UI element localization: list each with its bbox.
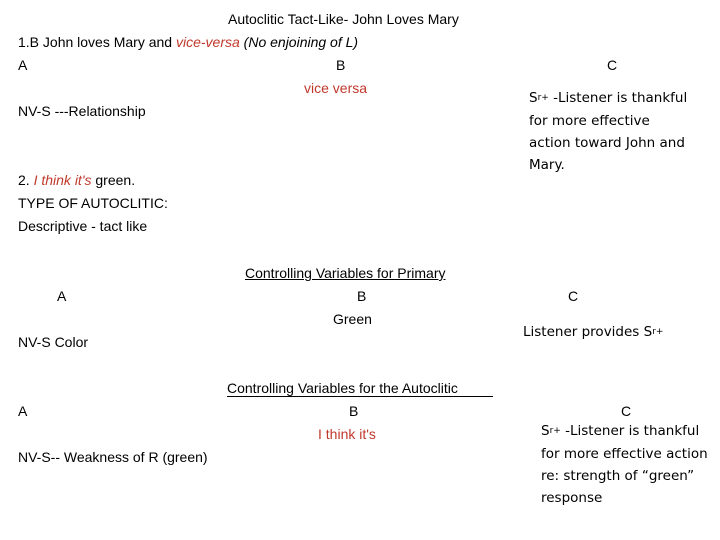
- primary-c-sup: r+: [652, 327, 664, 337]
- primary-col-b: B: [357, 288, 367, 304]
- primary-a-value: NV-S Color: [18, 334, 89, 350]
- autoclitic-c-sup: r+: [549, 426, 561, 436]
- primary-c-text: Listener provides S: [523, 324, 653, 340]
- section1-c-sr: S: [529, 90, 538, 106]
- autoclitic-heading-rule: [227, 396, 493, 397]
- section2-heading-prefix: 2.: [18, 172, 34, 188]
- slide-title: Autoclitic Tact-Like- John Loves Mary: [228, 11, 459, 27]
- primary-heading: Controlling Variables for Primary: [245, 265, 446, 281]
- section1-heading: [18, 34, 358, 51]
- autoclitic-b-value: I think it's: [318, 426, 376, 442]
- section1-heading-red: vice-versa: [175, 34, 240, 50]
- autoclitic-c-line-1: for more effective action: [541, 446, 708, 462]
- section1-c-line-3: Mary.: [529, 157, 565, 173]
- section1-c-sup: r+: [537, 93, 549, 103]
- autoclitic-c-sr: S: [541, 423, 550, 439]
- section1-c-line-2: action toward John and: [529, 135, 685, 151]
- section1-c-line-0: [529, 87, 687, 111]
- autoclitic-a-value: NV-S-- Weakness of R (green): [18, 449, 208, 465]
- section2-heading-suffix: green.: [91, 172, 136, 188]
- autoclitic-col-b: B: [349, 403, 359, 419]
- autoclitic-col-a: A: [18, 403, 28, 419]
- section2-type-value: Descriptive - tact like: [18, 218, 148, 234]
- section1-b-value: vice versa: [304, 80, 368, 96]
- section2-heading-red: I think it's: [33, 172, 92, 188]
- section1-col-a: A: [18, 57, 28, 73]
- autoclitic-col-c: C: [621, 403, 632, 419]
- section1-heading-prefix: 1.B John loves Mary and: [18, 34, 176, 50]
- section2-heading: [18, 172, 135, 189]
- section1-c-line-1: for more effective: [529, 113, 650, 129]
- primary-b-value: Green: [333, 311, 372, 327]
- section1-col-c: C: [607, 57, 618, 73]
- section1-heading-suffix: (No enjoining of L): [239, 34, 359, 50]
- autoclitic-c-line-2: re: strength of “green”: [541, 468, 695, 484]
- section1-c-text-0: -Listener is thankful: [553, 90, 688, 106]
- section1-col-b: B: [336, 57, 346, 73]
- autoclitic-c-line-3: response: [541, 490, 603, 506]
- autoclitic-c-text-0: -Listener is thankful: [560, 423, 700, 439]
- autoclitic-heading: Controlling Variables for the Autoclitic: [227, 380, 458, 396]
- autoclitic-c-line-0: [541, 420, 699, 444]
- primary-c-value: [523, 321, 663, 345]
- primary-col-c: C: [568, 288, 579, 304]
- section1-a-value: NV-S ---Relationship: [18, 103, 146, 119]
- section2-type-line: TYPE OF AUTOCLITIC:: [18, 195, 168, 211]
- primary-col-a: A: [57, 288, 67, 304]
